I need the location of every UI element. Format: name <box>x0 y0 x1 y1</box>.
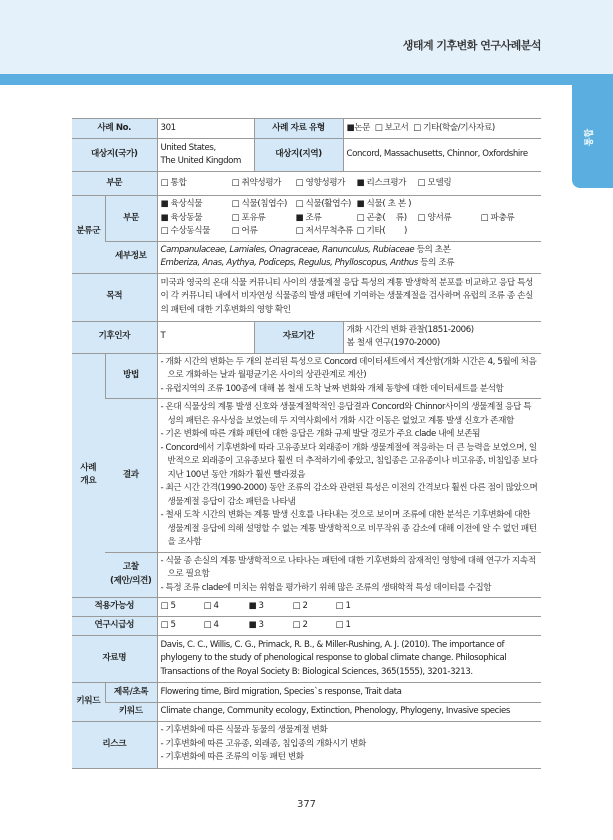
result-value <box>157 399 541 553</box>
sector-option: □ 통합 <box>160 177 187 188</box>
type-report: □ 보고서 <box>374 122 409 133</box>
taxon-option: ■ 조류 <box>295 212 322 223</box>
applicability-label: 적용가능성 <box>72 598 157 617</box>
keywords-label: 키워드 <box>105 703 157 722</box>
discussion-label-line: 고찰 <box>122 562 139 573</box>
purpose-value: 미국과 영국의 온대 식물 커뮤니티 사이의 생물계절 응답 특성의 계통 발생학적 분포를 비교하고 응답 특성이 각 커뮤니티 내에서 비자연성 식물종의 발생 패턴에 기여하는 생물계절을 검사하며 유럽의 조류 종 손실의 패턴에 대한 기후변화의 영향 확인 <box>157 273 541 321</box>
sector-option: ■ 리스크평가 <box>356 177 407 188</box>
period-label: 자료기간 <box>254 321 343 353</box>
taxon-option: □ 기타( ) <box>356 226 407 236</box>
keywords-value: Climate change, Community ecology, Extinction, Phenology, Phylogeny, Invasive species <box>157 703 541 722</box>
result-item: - 철새 도착 시간의 변화는 계통 발생 신호를 나타내는 것으로 보이며 조류에 대한 분석은 기후변화에 대한 생물계절 응답에 의해 설명할 수 없는 계통 발생학적으로 비무작위 종 감소에 대해 이전에 알 수 없던 패턴을 조사함 <box>160 510 537 547</box>
risk-value <box>157 721 541 768</box>
region-value: Concord, Massachusetts, Chinnor, Oxfordshire <box>343 139 541 172</box>
case-no-label: 사례 No. <box>72 119 157 139</box>
discussion-label <box>105 552 157 598</box>
detail-taxa: Campanulaceae, Lamiales, Onagraceae, Ranunculus, Rubiaceae <box>160 244 415 255</box>
urgency-option: □ 5 <box>160 620 176 631</box>
taxon-option: □ 수상동식물 <box>160 226 211 236</box>
page-header <box>0 0 613 74</box>
title-abstract-label: 제목/초록 <box>105 683 157 703</box>
data-type-label: 사례 자료 유형 <box>254 119 343 139</box>
detail-taxa: Emberiza, Anas, Aythya, Podiceps, Regulus, Phylloscopus, Anthus <box>160 258 418 268</box>
title-abstract-value: Flowering time, Bird migration, Species`s response, Trait data <box>157 683 541 703</box>
period-line: 개화 시간의 변화 관찰(1851-2006) <box>346 324 474 335</box>
sector-option: □ 취약성평가 <box>231 177 282 188</box>
detail-suffix: 등의 조류 <box>417 258 455 268</box>
taxon-option: □ 포유류 <box>231 212 266 223</box>
purpose-label: 목적 <box>72 273 157 321</box>
taxon-option <box>418 225 481 239</box>
urgency-label: 연구시급성 <box>72 617 157 636</box>
country-line: United States, <box>160 142 216 153</box>
chapter-tab <box>572 85 613 188</box>
overview-label: 사례 개요 <box>72 353 105 598</box>
urgency-option: □ 2 <box>292 620 308 631</box>
method-value <box>157 353 541 399</box>
applicability-option: ■ 3 <box>248 601 264 612</box>
urgency-option: ■ 3 <box>248 620 264 631</box>
taxon-option: ■ 육상식물 <box>160 199 203 209</box>
result-item: - 온대 식물상의 계통 발생 신호와 생물계절학적인 응답결과 Concord와 Chinnor사이의 생물계절 응답 특성의 패턴은 유사성을 보였는데 두 지역사회에서 개화 시간 이동은 없었고 계통 발생 신호가 존재함 <box>160 402 532 426</box>
taxon-value <box>157 196 541 242</box>
taxon-option: ■ 육상동물 <box>160 212 203 223</box>
risk-item: - 기후변화에 따른 조류의 이동 패턴 변화 <box>160 752 304 763</box>
result-item: - 최근 시간 간격(1990-2000) 동안 조류의 감소와 관련된 특성은 이전의 간격보다 훨씬 다른 점이 많았으며 생물계절 응답이 감소 패턴을 나타냄 <box>160 483 538 507</box>
result-item: - 기온 변화에 따른 개화 패턴에 대한 응답은 개화 규제 발달 경로가 주요 clade 내에 보존됨 <box>160 429 481 439</box>
case-no-value: 301 <box>157 119 254 139</box>
climate-factor-value: T <box>157 321 254 353</box>
urgency-value <box>157 617 541 636</box>
method-item: - 개화 시간의 변화는 두 개의 분리된 특성으로 Concord 데이터세트에서 계산함(개화 시간은 4, 5월에 처음으로 개화하는 날과 월평균기온 사이의 상관관계로 계산) <box>160 356 537 380</box>
taxon-option <box>481 198 531 212</box>
type-paper: ■논문 <box>346 122 371 133</box>
period-line: 봄 철새 연구(1970-2000) <box>346 338 440 348</box>
urgency-option: □ 1 <box>335 620 351 631</box>
discussion-item: - 식물 종 손실의 계통 발생학적으로 나타나는 패턴에 대한 기후변화의 잠재적인 영향에 대해 연구가 지속적으로 필요함 <box>160 555 536 579</box>
page-number: 377 <box>296 799 317 810</box>
discussion-item: - 특정 조류 clade에 미치는 위험을 평가하기 위해 많은 조류의 생태학적 특성 데이터를 수집함 <box>160 582 492 593</box>
region-label: 대상지(지역) <box>254 139 343 172</box>
detail-value <box>157 241 541 273</box>
period-value <box>343 321 541 353</box>
sector-option: □ 영향성평가 <box>295 177 346 188</box>
applicability-option: □ 4 <box>203 601 219 612</box>
data-type-value <box>343 119 541 139</box>
risk-item: - 기후변화에 따른 고유종, 외래종, 침입종의 개화시기 변화 <box>160 738 366 749</box>
detail-suffix: 등의 초본 <box>414 244 451 255</box>
source-label: 자료명 <box>72 636 157 683</box>
taxon-option: □ 어류 <box>231 226 258 236</box>
taxon-option <box>481 225 531 239</box>
sector-value <box>157 172 541 196</box>
taxon-option: □ 저서무척추류 <box>295 226 353 236</box>
result-item: - Concord에서 기후변화에 따라 고유종보다 외래종이 개화 생물계절에 적응하는 더 큰 능력을 보였으며, 일반적으로 외래종이 고유종보다 훨씬 더 추적하기에 좋았고, 침입종은 고유종이나 비고유종, 비침입종 보다 지난 100년 동안 개화가 훨씬 빨라졌음 <box>160 442 538 480</box>
sector-option: □ 모델링 <box>417 177 452 188</box>
running-title: 생태계 기후변화 연구사례분석 <box>402 39 541 52</box>
taxon-option: □ 곤충( 류) <box>356 212 407 223</box>
sector-label: 부문 <box>72 172 157 196</box>
taxon-label: 분류군 <box>72 196 105 274</box>
applicability-option: □ 1 <box>335 601 351 612</box>
result-label: 결과 <box>105 399 157 553</box>
applicability-value <box>157 598 541 617</box>
taxon-option <box>418 198 481 212</box>
risk-item: - 기후변화에 따른 식물과 동물의 생물계절 변화 <box>160 725 328 736</box>
discussion-value <box>157 552 541 598</box>
taxon-sector-label: 부문 <box>105 196 157 242</box>
taxon-option: □ 양서류 <box>417 212 452 223</box>
taxon-option: □ 파충류 <box>480 212 515 223</box>
chapter-tab-label: 통합 <box>585 128 596 147</box>
type-other: □ 기타(학술/기사자료) <box>413 122 495 133</box>
method-item: - 유럽지역의 조류 100종에 대해 봄 철새 도착 날짜 변화와 개체 동향에 대한 데이터세트를 분석함 <box>160 383 504 394</box>
country-value <box>157 139 254 172</box>
country-label: 대상지(국가) <box>72 139 157 172</box>
detail-label: 세부정보 <box>105 241 157 273</box>
urgency-option: □ 4 <box>203 620 219 631</box>
risk-label: 리스크 <box>72 721 157 768</box>
header-stripe <box>0 74 613 85</box>
taxon-option: □ 식물(침엽수) <box>231 199 287 209</box>
climate-factor-label: 기후인자 <box>72 321 157 353</box>
case-table <box>72 118 541 769</box>
discussion-label-line: (제안/의견) <box>110 575 152 586</box>
applicability-option: □ 2 <box>292 601 308 612</box>
source-value: Davis, C. C., Willis, C. G., Primack, R. B., & Miller-Rushing, A. J. (2010). The importance of phylogeny to the study of phenological response to global climate change. Philosophical Transactions of the Royal Society B: Biological Sciences, 365(1555), 3201-3213. <box>157 636 541 683</box>
country-line: The United Kingdom <box>160 156 241 166</box>
keyword-label: 키워드 <box>72 683 105 722</box>
taxon-option: ■ 식물( 초 본 ) <box>356 199 412 209</box>
taxon-option: □ 식물(활엽수) <box>295 199 351 209</box>
method-label: 방법 <box>105 353 157 399</box>
applicability-option: □ 5 <box>160 601 176 612</box>
